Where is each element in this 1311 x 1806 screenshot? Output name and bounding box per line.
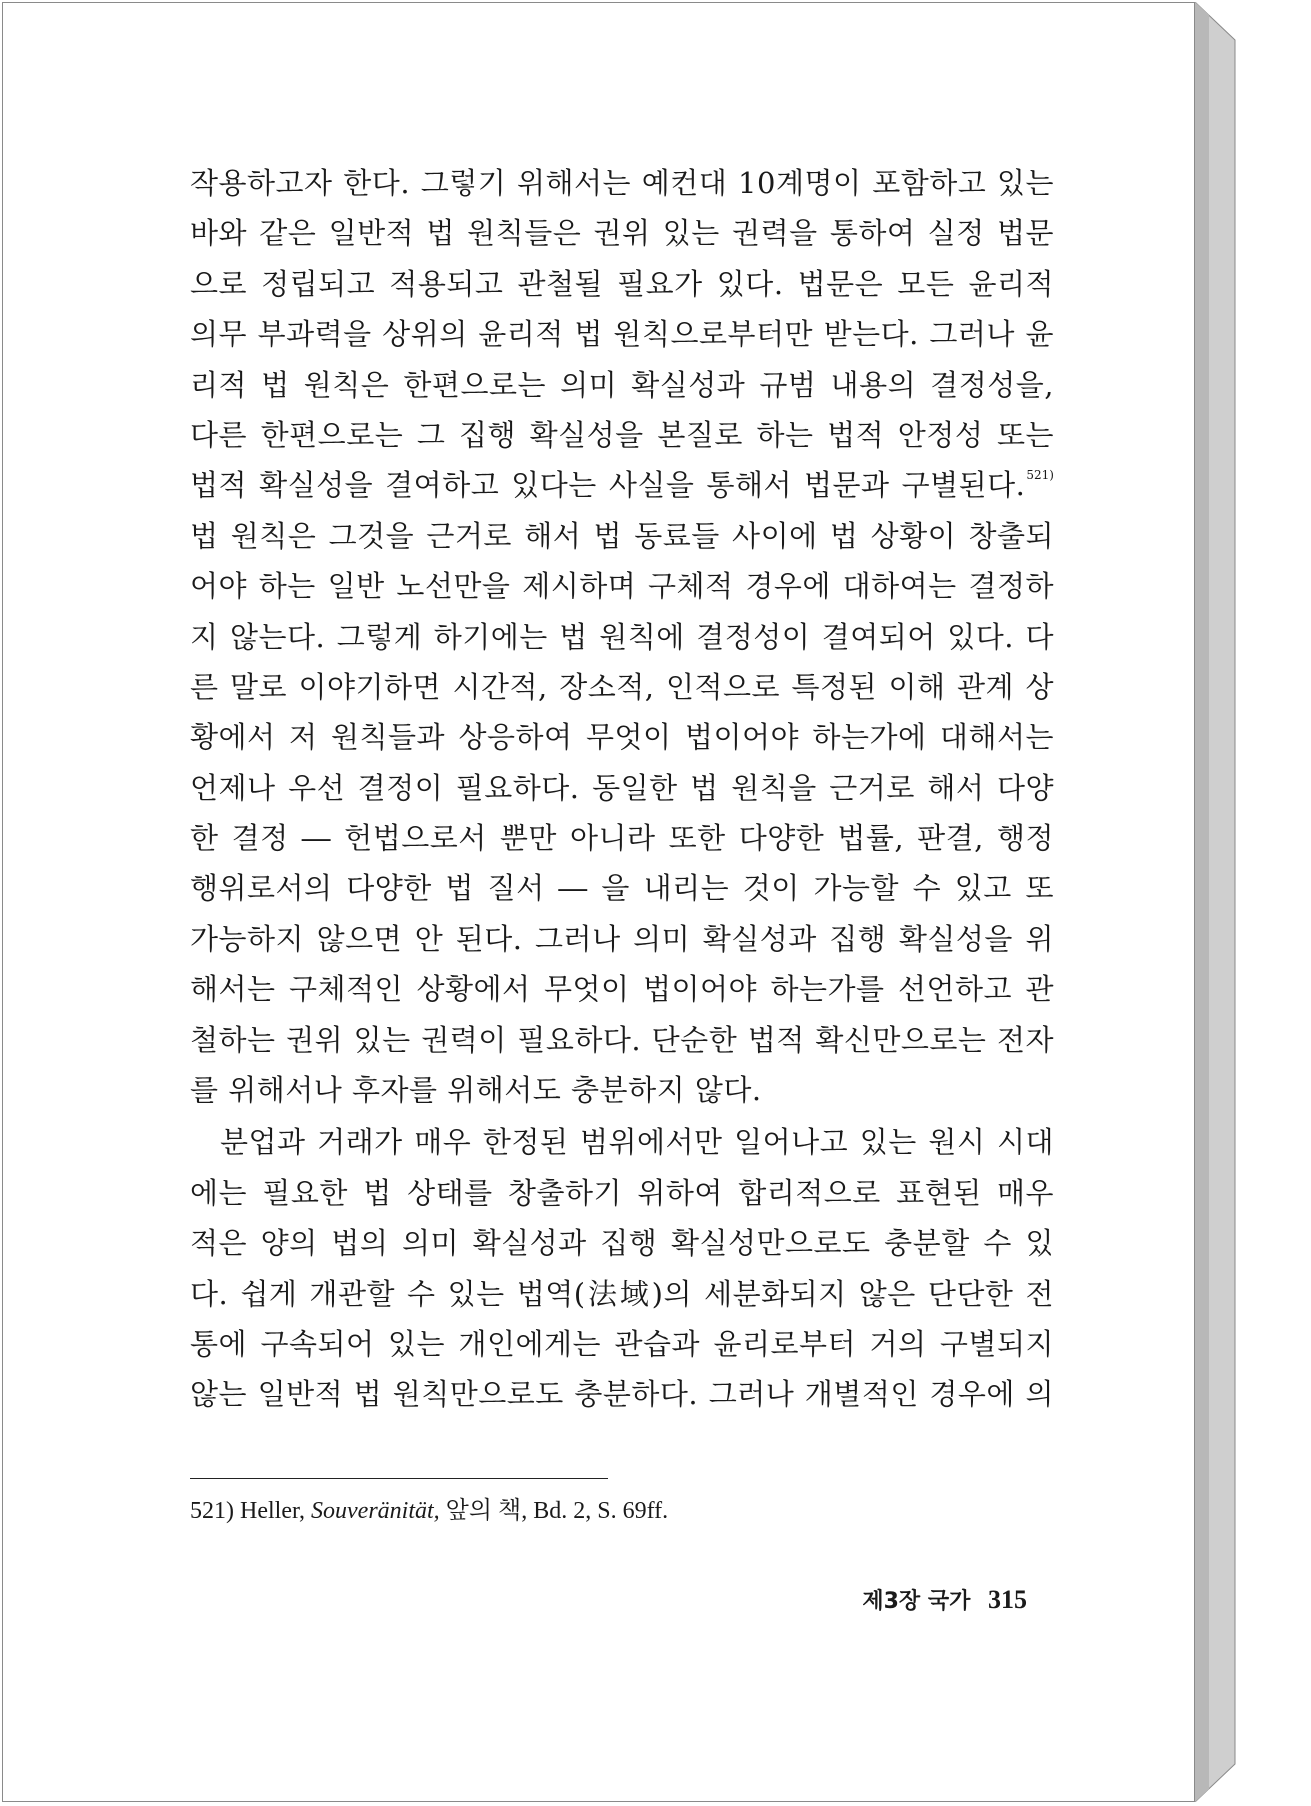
body-line: 다. 쉽게 개관할 수 있는 법역(法域)의 세분화되지 않은 단단한 전 — [190, 1276, 1054, 1311]
body-line: 바와 같은 일반적 법 원칙들은 권위 있는 권력을 통하여 실정 법문 — [190, 216, 1054, 251]
page-footer — [862, 1584, 1027, 1615]
body-line: 통에 구속되어 있는 개인에게는 관습과 윤리로부터 거의 구별되지 — [190, 1326, 1054, 1361]
body-line: 작용하고자 한다. 그렇기 위해서는 예컨대 10계명이 포함하고 있는 — [190, 166, 1054, 200]
page-edge-graphic — [1195, 2, 1240, 1802]
footnote — [190, 1494, 668, 1528]
body-line: 않는 일반적 법 원칙만으로도 충분하다. 그러나 개별적인 경우에 의 — [190, 1377, 1054, 1412]
running-footer-chapter: 제3장 국가 — [862, 1589, 971, 1614]
body-line: 언제나 우선 결정이 필요하다. 동일한 법 원칙을 근거로 해서 다양 — [190, 770, 1054, 805]
page-edge-shadow — [1195, 2, 1240, 1802]
body-line: 행위로서의 다양한 법 질서 ― 을 내리는 것이 가능할 수 있고 또 — [190, 871, 1054, 906]
footnote-citation: 앞의 책, Bd. 2, S. 69ff. — [445, 1498, 669, 1524]
footnote-author: Heller, — [240, 1498, 306, 1524]
body-line: 한 결정 ― 헌법으로서 뿐만 아니라 또한 다양한 법률, 판결, 행정 — [190, 821, 1054, 856]
body-line: 으로 정립되고 적용되고 관철될 필요가 있다. 법문은 모든 윤리적 — [190, 266, 1054, 301]
body-line: 분업과 거래가 매우 한정된 범위에서만 일어나고 있는 원시 시대 — [220, 1125, 1054, 1160]
body-line: 철하는 권위 있는 권력이 필요하다. 단순한 법적 확신만으로는 전자 — [190, 1022, 1054, 1057]
footnote-title: Souveränität, — [311, 1498, 440, 1524]
body-line: 의무 부과력을 상위의 윤리적 법 원칙으로부터만 받는다. 그러나 윤 — [190, 317, 1054, 352]
page-number: 315 — [988, 1585, 1027, 1614]
body-text — [190, 158, 1054, 1420]
footnote-number: 521) — [190, 1498, 234, 1524]
footnote-reference[interactable]: 521) — [1026, 468, 1054, 483]
body-line: 황에서 저 원칙들과 상응하여 무엇이 법이어야 하는가에 대해서는 — [190, 720, 1054, 755]
body-line: 를 위해서나 후자를 위해서도 충분하지 않다. — [190, 1073, 762, 1108]
body-line: 해서는 구체적인 상황에서 무엇이 법이어야 하는가를 선언하고 관 — [190, 972, 1054, 1007]
body-line: 른 말로 이야기하면 시간적, 장소적, 인적으로 특정된 이해 관계 상 — [190, 669, 1054, 704]
footnote-separator — [190, 1478, 608, 1479]
body-line: 리적 법 원칙은 한편으로는 의미 확실성과 규범 내용의 결정성을, — [190, 367, 1054, 402]
body-line: 지 않는다. 그렇게 하기에는 법 원칙에 결정성이 결여되어 있다. 다 — [190, 619, 1054, 654]
body-line: 다른 한편으로는 그 집행 확실성을 본질로 하는 법적 안정성 또는 — [190, 417, 1054, 452]
body-line: 적은 양의 법의 의미 확실성과 집행 확실성만으로도 충분할 수 있 — [190, 1226, 1054, 1261]
body-line-with-footnote — [190, 460, 1054, 510]
body-line: 가능하지 않으면 안 된다. 그러나 의미 확실성과 집행 확실성을 위 — [190, 921, 1054, 956]
body-line: 어야 하는 일반 노선만을 제시하며 구체적 경우에 대하여는 결정하 — [190, 569, 1054, 604]
body-line: 에는 필요한 법 상태를 창출하기 위하여 합리적으로 표현된 매우 — [190, 1175, 1054, 1210]
body-line-text: 법적 확실성을 결여하고 있다는 사실을 통해서 법문과 구별된다. — [190, 468, 1026, 503]
body-line: 법 원칙은 그것을 근거로 해서 법 동료들 사이에 법 상황이 창출되 — [190, 518, 1054, 553]
